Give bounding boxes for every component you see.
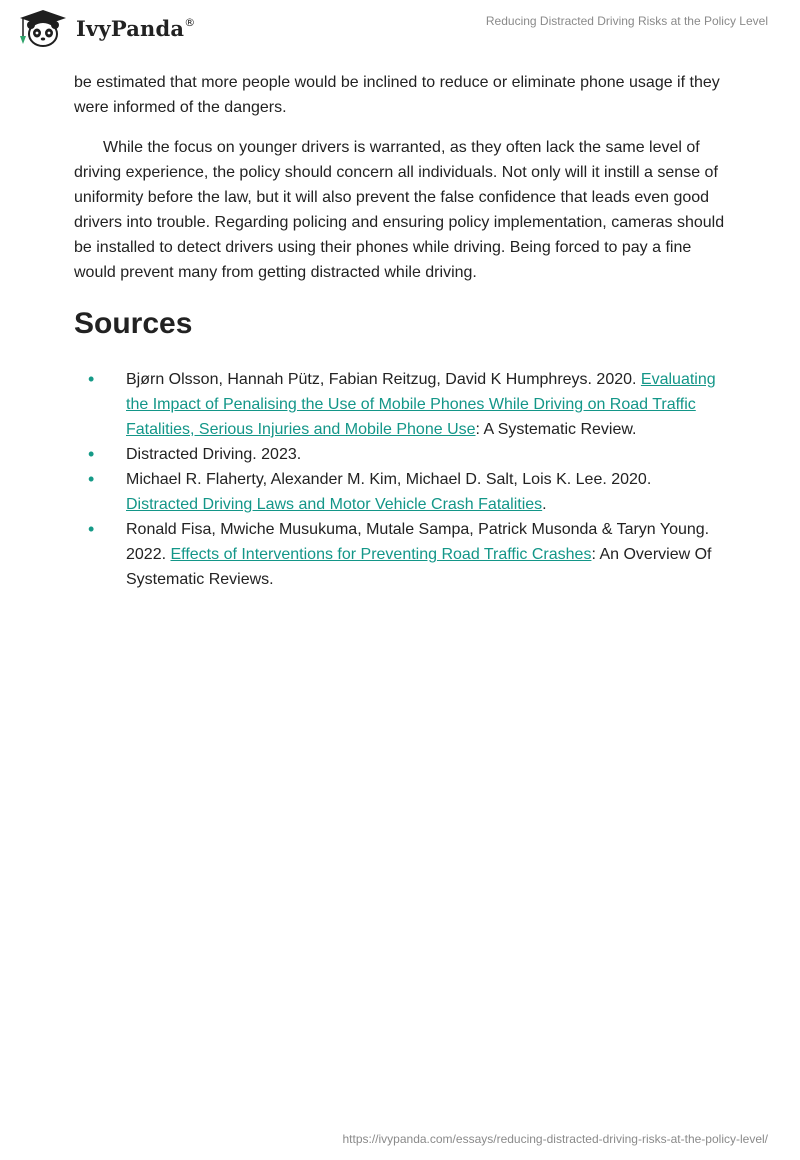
reference-tail: . xyxy=(542,496,547,513)
list-item xyxy=(74,517,726,592)
list-item xyxy=(74,367,726,442)
reference-authors: Bjørn Olsson, Hannah Pütz, Fabian Reitzug, David K Humphreys. 2020. xyxy=(126,371,637,388)
reference-tail: : An Overview Of Systematic Reviews. xyxy=(126,546,712,588)
list-item xyxy=(74,467,726,517)
page-header xyxy=(0,0,800,70)
list-item xyxy=(74,442,726,467)
reference-link[interactable]: Evaluating the Impact of Penalising the Use of Mobile Phones While Driving on Road Traffic Fatalities, Serious Injuries and Mobile Phone Use xyxy=(126,371,716,438)
sources-heading: Sources xyxy=(74,307,193,340)
reference-link[interactable]: Distracted Driving Laws and Motor Vehicle Crash Fatalities xyxy=(126,496,543,513)
paragraph-policy: While the focus on younger drivers is warranted, as they often lack the same level of driving experience, the policy should concern all individuals. Not only will it instill a sense of uniformity before the law, but it will also prevent the false confidence that leads even good drivers into trouble. Regarding policing and ensuring policy implementation, cameras should be installed to detect drivers using their phones while driving. Being forced to pay a fine would prevent many from getting distracted while driving. xyxy=(74,139,725,281)
brand-name: IvyPanda® xyxy=(76,15,196,41)
bullet-icon: • xyxy=(88,369,95,389)
bullet-icon: • xyxy=(88,469,95,489)
bullet-icon: • xyxy=(88,444,95,464)
ivypanda-logo[interactable] xyxy=(14,8,195,48)
panda-graduate-icon xyxy=(14,8,72,48)
sources-list xyxy=(74,367,726,592)
reference-authors: Distracted Driving. 2023. xyxy=(126,446,302,463)
paragraph-continuation: be estimated that more people would be inclined to reduce or eliminate phone usage if they were informed of the dangers. xyxy=(74,74,720,116)
document-title: Reducing Distracted Driving Risks at the Policy Level xyxy=(485,14,768,28)
reference-authors: Michael R. Flaherty, Alexander M. Kim, Michael D. Salt, Lois K. Lee. 2020. xyxy=(126,471,652,488)
reference-authors: Ronald Fisa, Mwiche Musukuma, Mutale Sampa, Patrick Musonda & Taryn Young. 2022. xyxy=(126,521,710,563)
bullet-icon: • xyxy=(88,519,95,539)
reference-link[interactable]: Effects of Interventions for Preventing Road Traffic Crashes xyxy=(170,546,592,563)
essay-content xyxy=(74,70,726,592)
footer-url[interactable]: https://ivypanda.com/essays/reducing-distracted-driving-risks-at-the-policy-level/ xyxy=(342,1132,768,1146)
reference-tail: : A Systematic Review. xyxy=(475,421,637,438)
